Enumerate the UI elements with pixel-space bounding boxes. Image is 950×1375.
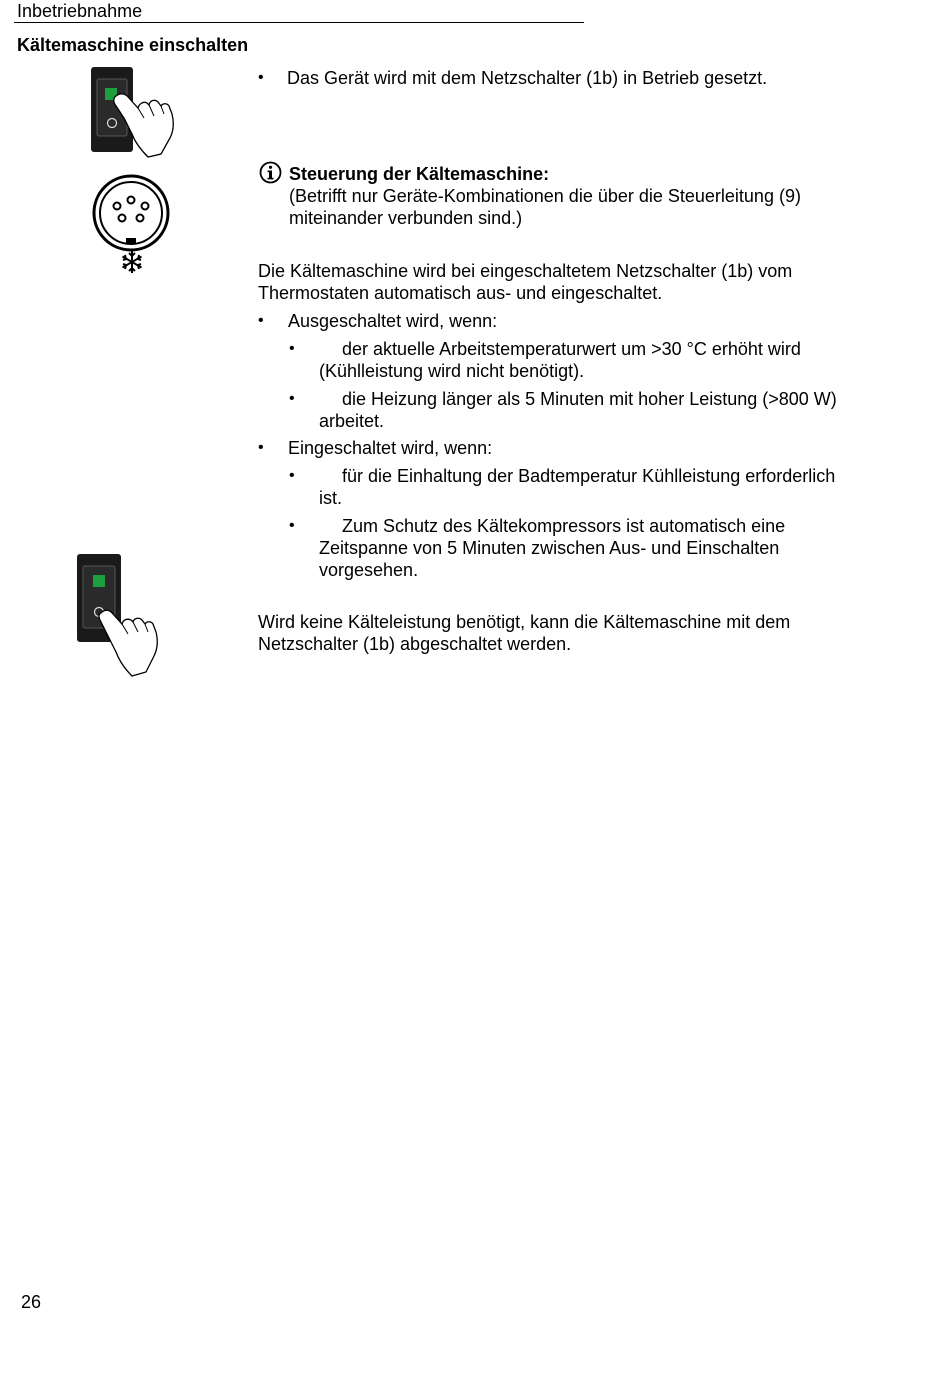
on-when-bullet: • bbox=[258, 439, 264, 456]
off-item-1-line-1: der aktuelle Arbeitstemperaturwert um >30 °C erhöht wird bbox=[342, 339, 801, 359]
on-item-2-line-1: Zum Schutz des Kältekompressors ist automatisch eine bbox=[342, 516, 786, 536]
step1-text: Das Gerät wird mit dem Netzschalter (1b) in Betrieb gesetzt. bbox=[287, 68, 768, 88]
on-item-2-line-3: vorgesehen. bbox=[319, 560, 419, 580]
info-line-2: miteinander verbunden sind.) bbox=[289, 208, 523, 228]
header-divider bbox=[14, 22, 584, 23]
on-item-1-line-2: ist. bbox=[319, 488, 343, 508]
off-item-1-bullet: • bbox=[289, 340, 295, 357]
outro-line-1: Wird keine Kälteleistung benötigt, kann die Kältemaschine mit dem bbox=[258, 612, 791, 632]
running-header: Inbetriebnahme bbox=[17, 1, 143, 21]
on-item-1-bullet: • bbox=[289, 467, 295, 484]
off-when-bullet: • bbox=[258, 312, 264, 329]
page-number: 26 bbox=[21, 1292, 42, 1312]
on-item-1-line-1: für die Einhaltung der Badtemperatur Kühlleistung erforderlich bbox=[342, 466, 836, 486]
section-title: Kältemaschine einschalten bbox=[17, 35, 249, 55]
power-switch-on-icon bbox=[88, 64, 178, 158]
off-item-2-line-2: arbeitet. bbox=[319, 411, 385, 431]
on-item-2-line-2: Zeitspanne von 5 Minuten zwischen Aus- und Einschalten bbox=[319, 538, 780, 558]
on-when-label: Eingeschaltet wird, wenn: bbox=[288, 438, 493, 458]
intro-line-2: Thermostaten automatisch aus- und eingeschaltet. bbox=[258, 283, 663, 303]
off-item-2-bullet: • bbox=[289, 390, 295, 407]
intro-line-1: Die Kältemaschine wird bei eingeschaltetem Netzschalter (1b) vom bbox=[258, 261, 793, 281]
power-switch-off-icon bbox=[74, 552, 164, 678]
info-title: Steuerung der Kältemaschine: bbox=[289, 164, 550, 184]
off-item-2-line-1: die Heizung länger als 5 Minuten mit hoher Leistung (>800 W) bbox=[342, 389, 837, 409]
off-when-label: Ausgeschaltet wird, wenn: bbox=[288, 311, 498, 331]
off-item-1-line-2: (Kühlleistung wird nicht benötigt). bbox=[319, 361, 585, 381]
info-line-1: (Betrifft nur Geräte-Kombinationen die über die Steuerleitung (9) bbox=[289, 186, 801, 206]
info-icon bbox=[259, 161, 282, 184]
step1-bullet: • bbox=[258, 69, 264, 86]
din-connector-icon bbox=[92, 175, 172, 255]
snowflake-icon bbox=[120, 250, 144, 274]
outro-line-2: Netzschalter (1b) abgeschaltet werden. bbox=[258, 634, 572, 654]
on-item-2-bullet: • bbox=[289, 517, 295, 534]
